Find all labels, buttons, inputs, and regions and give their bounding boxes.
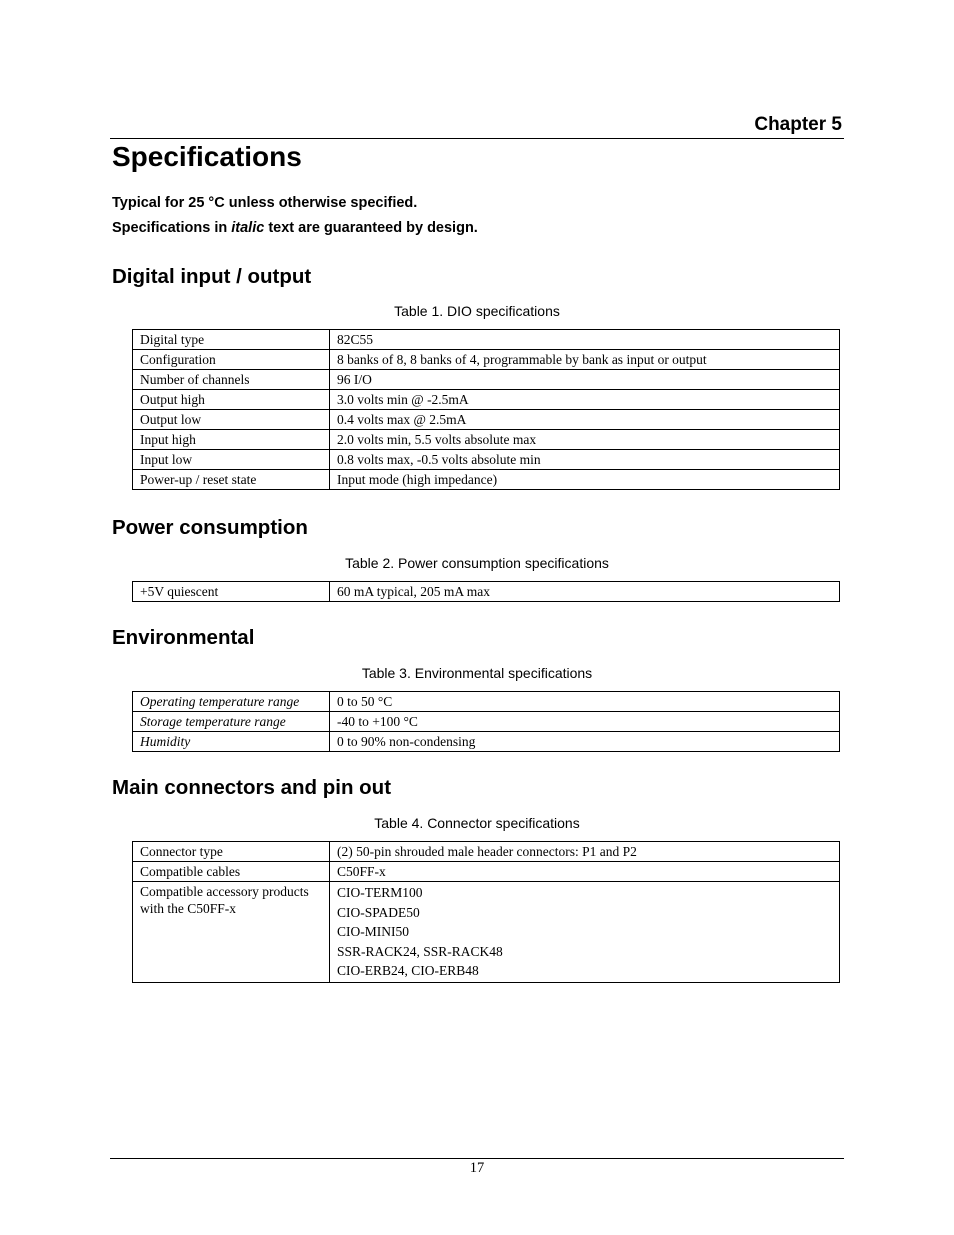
heading-main-connectors: Main connectors and pin out: [112, 776, 392, 799]
table-cell-key: Digital type: [133, 330, 330, 350]
table-dio: [132, 329, 840, 490]
table-cell-key: Input low: [133, 450, 330, 470]
table-row: [133, 842, 840, 862]
accessory-item: CIO-TERM100: [337, 885, 423, 900]
table-connectors: [132, 841, 840, 983]
table-cell-value: (2) 50-pin shrouded male header connectors: P1 and P2: [330, 842, 840, 862]
caption-table-2: Table 2. Power consumption specifications: [345, 555, 609, 571]
table-cell-key: Compatible accessory products with the C50FF-x: [133, 882, 330, 983]
table-cell-key: Humidity: [133, 732, 330, 752]
accessory-item: CIO-SPADE50: [337, 904, 420, 920]
table-row: [133, 390, 840, 410]
table-row: [133, 430, 840, 450]
table-row: [133, 692, 840, 712]
table-cell-value: 0.4 volts max @ 2.5mA: [330, 410, 840, 430]
table-row: [133, 330, 840, 350]
table-cell-value: C50FF-x: [330, 862, 840, 882]
table-cell-value: 96 I/O: [330, 370, 840, 390]
table-row: [133, 470, 840, 490]
table-cell-value: 3.0 volts min @ -2.5mA: [330, 390, 840, 410]
accessory-item: CIO-ERB24, CIO-ERB48: [337, 963, 479, 978]
table-cell-value: 82C55: [330, 330, 840, 350]
page-title: Specifications: [112, 141, 302, 172]
note-italic-word: italic: [231, 220, 265, 236]
table-cell-value: 0.8 volts max, -0.5 volts absolute min: [330, 450, 840, 470]
table-row: [133, 450, 840, 470]
table-cell-value: 2.0 volts min, 5.5 volts absolute max: [330, 430, 840, 450]
table-row: [133, 712, 840, 732]
table-cell-key: Power-up / reset state: [133, 470, 330, 490]
table-cell-value: 60 mA typical, 205 mA max: [330, 582, 840, 602]
heading-power-consumption: Power consumption: [112, 516, 308, 539]
chapter-label: Chapter 5: [754, 114, 842, 135]
table-cell-value-list: [330, 882, 840, 983]
table-cell-value: Input mode (high impedance): [330, 470, 840, 490]
heading-environmental: Environmental: [112, 626, 255, 649]
table-row: [133, 732, 840, 752]
table-row: [133, 882, 840, 983]
accessory-item: CIO-MINI50: [337, 924, 409, 939]
table-cell-key: Storage temperature range: [133, 712, 330, 732]
table-power: [132, 581, 840, 602]
table-cell-key: Operating temperature range: [133, 692, 330, 712]
caption-table-4: Table 4. Connector specifications: [374, 815, 580, 831]
note-typical: Typical for 25 °C unless otherwise specified.: [112, 195, 418, 211]
table-cell-key: Compatible cables: [133, 862, 330, 882]
table-row: [133, 582, 840, 602]
accessory-item: SSR-RACK24, SSR-RACK48: [337, 943, 503, 959]
table-cell-key: Number of channels: [133, 370, 330, 390]
table-cell-value: -40 to +100 °C: [330, 712, 840, 732]
table-row: [133, 410, 840, 430]
table-cell-key: Connector type: [133, 842, 330, 862]
note-italic-before: Specifications in: [112, 220, 232, 236]
header-rule: [110, 138, 844, 139]
table-cell-value: 8 banks of 8, 8 banks of 4, programmable by bank as input or output: [330, 350, 840, 370]
table-cell-key: Output high: [133, 390, 330, 410]
table-row: [133, 370, 840, 390]
table-cell-key: Configuration: [133, 350, 330, 370]
page-number: 17: [469, 1160, 485, 1176]
table-cell-key: +5V quiescent: [133, 582, 330, 602]
table-row: [133, 862, 840, 882]
table-cell-key: Input high: [133, 430, 330, 450]
note-italic: [112, 220, 478, 236]
table-environmental: [132, 691, 840, 752]
table-cell-key: Output low: [133, 410, 330, 430]
note-italic-after: text are guaranteed by design.: [264, 220, 478, 236]
caption-table-1: Table 1. DIO specifications: [394, 303, 560, 319]
heading-digital-io: Digital input / output: [112, 265, 312, 288]
caption-table-3: Table 3. Environmental specifications: [361, 665, 593, 681]
table-row: [133, 350, 840, 370]
table-cell-value: 0 to 50 °C: [330, 692, 840, 712]
table-cell-value: 0 to 90% non-condensing: [330, 732, 840, 752]
footer-rule: [110, 1158, 844, 1159]
